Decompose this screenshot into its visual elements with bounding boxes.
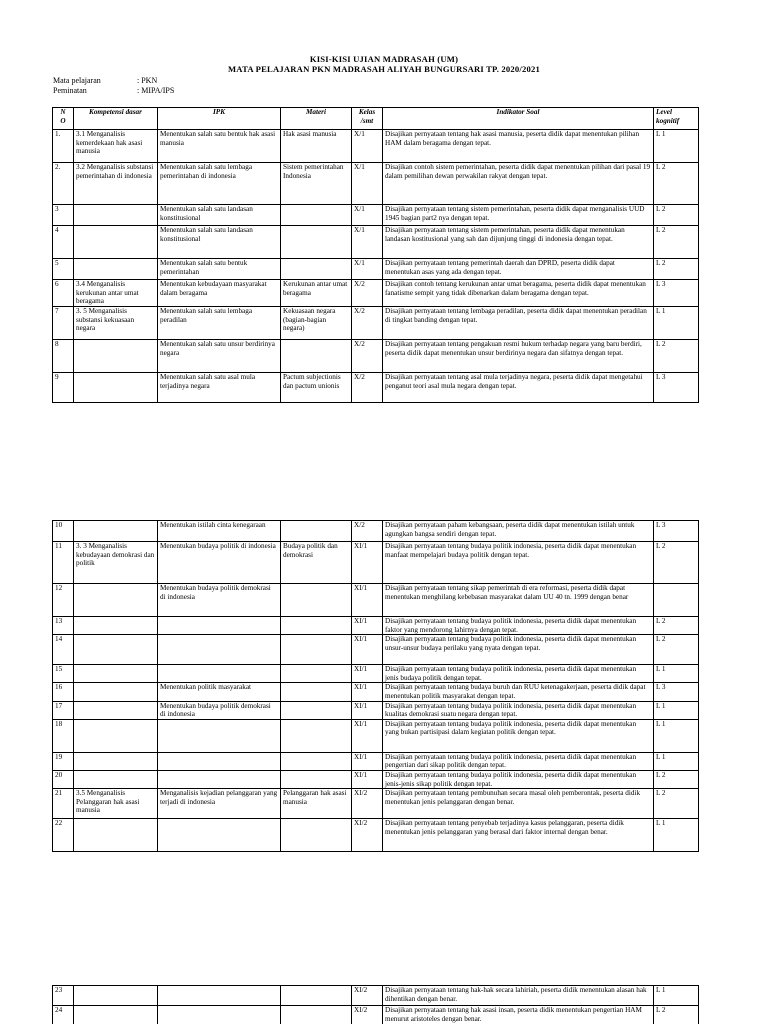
table-row	[53, 683, 699, 701]
cell-ipk: Menganalisis kejadian pelanggaran yang terjadi di indonesia	[158, 789, 281, 819]
table-row	[53, 163, 699, 205]
cell-level: L 1	[654, 701, 699, 719]
cell-kelas: XI/1	[352, 635, 383, 665]
cell-kelas: XI/1	[352, 665, 383, 683]
cell-no: 6	[53, 280, 74, 307]
cell-kelas: X/2	[352, 307, 383, 340]
cell-level: L 1	[654, 719, 699, 752]
cell-ipk	[158, 635, 281, 665]
cell-ipk: Menentukan istilah cinta kenegaraan	[158, 521, 281, 542]
cell-kompetensi-dasar	[74, 259, 158, 280]
table-row	[53, 130, 699, 163]
cell-materi	[281, 584, 352, 617]
header-ipk: IPK	[158, 108, 281, 130]
cell-no: 3	[53, 205, 74, 226]
table-row	[53, 521, 699, 542]
cell-materi	[281, 719, 352, 752]
header-materi: Materi	[281, 108, 352, 130]
cell-kompetensi-dasar: 3. 5 Menganalisis substansi kekuasaan negara	[74, 307, 158, 340]
cell-kompetensi-dasar	[74, 1006, 158, 1024]
cell-level: L 1	[654, 307, 699, 340]
cell-kompetensi-dasar	[74, 683, 158, 701]
cell-kompetensi-dasar	[74, 701, 158, 719]
cell-kompetensi-dasar: 3.4 Menganalisis kerukunan antar umat beragama	[74, 280, 158, 307]
cell-level	[654, 584, 699, 617]
cell-level: L 2	[654, 635, 699, 665]
cell-kelas: X/1	[352, 163, 383, 205]
cell-kelas: XI/2	[352, 986, 383, 1006]
cell-no: 4	[53, 226, 74, 259]
table-row	[53, 701, 699, 719]
cell-indikator: Disajikan pernyataan tentang sistem pemerintahan, peserta didik dapat menganalisis UUD 1945 bagian part2 nya dengan tepat.	[383, 205, 654, 226]
cell-ipk	[158, 819, 281, 852]
cell-level: L 2	[654, 226, 699, 259]
cell-kompetensi-dasar	[74, 719, 158, 752]
cell-kelas: XI/2	[352, 819, 383, 852]
cell-indikator: Disajikan pernyataan tentang budaya politik indonesia, peserta didik dapat menentukan pengertian dari sikap politik dengan tepat.	[383, 752, 654, 770]
cell-level: L 2	[654, 617, 699, 635]
cell-level: L 2	[654, 340, 699, 373]
cell-ipk: Menentukan salah satu bentuk hak asasi manusia	[158, 130, 281, 163]
table-row	[53, 259, 699, 280]
header-no: N O	[53, 108, 74, 130]
cell-kompetensi-dasar	[74, 617, 158, 635]
header-kelas: Kelas /smt	[352, 108, 383, 130]
cell-kompetensi-dasar	[74, 373, 158, 403]
cell-indikator: Disajikan pernyataan tentang sikap pemerintah di era reformasi, peserta didik dapat menentukan menghilang kebebasan masyarakat dalam UU 40 tn. 1999 dengan benar	[383, 584, 654, 617]
cell-indikator: Disajikan contoh tentang kerukunan antar umat beragama, peserta didik dapat menentukan fanatisme sempit yang tidak dibenarkan dalam beragama dengan tepat.	[383, 280, 654, 307]
cell-indikator: Disajikan pernyataan tentang budaya politik indonesia, peserta didik dapat menentukan yang bukan partisipasi dalam kegiatan politik dengan tepat.	[383, 719, 654, 752]
table-row	[53, 373, 699, 403]
cell-ipk: Menentukan salah satu landasan konstitusional	[158, 205, 281, 226]
cell-kelas: X/2	[352, 373, 383, 403]
cell-ipk	[158, 1006, 281, 1024]
cell-indikator: Disajikan pernyataan tentang pembunuhan secara masal oleh pemberontak, peserta didik menentukan jenis pelanggaran dengan benar.	[383, 789, 654, 819]
table-row	[53, 340, 699, 373]
table-row	[53, 280, 699, 307]
cell-ipk	[158, 770, 281, 788]
cell-no: 19	[53, 752, 74, 770]
cell-level: L 2	[654, 1006, 699, 1024]
cell-materi: Sistem pemerintahan Indonesia	[281, 163, 352, 205]
cell-no: 21	[53, 789, 74, 819]
cell-kompetensi-dasar	[74, 770, 158, 788]
cell-kompetensi-dasar	[74, 226, 158, 259]
cell-ipk: Menentukan kebudayaan masyarakat dalam beragama	[158, 280, 281, 307]
cell-indikator: Disajikan pernyataan tentang hak asasi manusia, peserta didik dapat menentukan pilihan HAM dalam beragama dengan tepat.	[383, 130, 654, 163]
table-row	[53, 770, 699, 788]
cell-level: L 3	[654, 280, 699, 307]
cell-ipk: Menentukan budaya politik demokrasi di indonesia	[158, 701, 281, 719]
cell-ipk	[158, 986, 281, 1006]
cell-kelas: X/1	[352, 205, 383, 226]
cell-materi	[281, 340, 352, 373]
cell-materi	[281, 226, 352, 259]
cell-indikator: Disajikan pernyataan tentang budaya politik indonesia, peserta didik dapat menentukan kualitas demokrasi suatu negara dengan tepat.	[383, 701, 654, 719]
cell-no: 9	[53, 373, 74, 403]
cell-no: 14	[53, 635, 74, 665]
header-kompetensi-dasar: Kompetensi dasar	[74, 108, 158, 130]
cell-kelas: XI/1	[352, 701, 383, 719]
cell-indikator: Disajikan pernyataan tentang budaya politik indonesia, peserta didik dapat menentukan jenis budaya politik dengan tepat.	[383, 665, 654, 683]
header-level: Level kognitif	[654, 108, 699, 130]
meta-value: : MIPA/IPS	[137, 86, 175, 95]
cell-materi: Budaya politik dan demokrasi	[281, 542, 352, 584]
cell-level: L 2	[654, 789, 699, 819]
cell-level: L 2	[654, 163, 699, 205]
cell-indikator: Disajikan pernyataan tentang budaya politik indonesia, peserta didik dapat menentukan unsur-unsur budaya perilaku yang nyata dengan tepat.	[383, 635, 654, 665]
meta-label: Mata pelajaran	[53, 76, 101, 85]
cell-no: 15	[53, 665, 74, 683]
cell-materi	[281, 819, 352, 852]
cell-materi: Pactum subjectionis dan pactum unionis	[281, 373, 352, 403]
cell-materi	[281, 752, 352, 770]
cell-ipk: Menentukan budaya politik demokrasi di indonesia	[158, 584, 281, 617]
table-row	[53, 226, 699, 259]
cell-ipk	[158, 665, 281, 683]
cell-materi	[281, 1006, 352, 1024]
cell-ipk: Menentukan salah satu bentuk pemerintahan	[158, 259, 281, 280]
cell-kompetensi-dasar	[74, 584, 158, 617]
cell-ipk	[158, 617, 281, 635]
cell-level: L 1	[654, 752, 699, 770]
cell-kompetensi-dasar: 3.1 Menganalisis kemerdekaan hak asasi manusia	[74, 130, 158, 163]
cell-materi	[281, 683, 352, 701]
table-row	[53, 617, 699, 635]
cell-no: 17	[53, 701, 74, 719]
table-row	[53, 205, 699, 226]
table-row	[53, 752, 699, 770]
cell-kompetensi-dasar	[74, 986, 158, 1006]
meta-subject	[53, 76, 157, 85]
cell-indikator: Disajikan pernyataan tentang budaya buruh dan RUU ketenagakerjaan, peserta didik dapat menentukan politik masyarakat dengan tepat.	[383, 683, 654, 701]
cell-level: L 1	[654, 130, 699, 163]
cell-ipk: Menentukan salah satu landasan konstitusional	[158, 226, 281, 259]
grid-table-1	[52, 107, 699, 403]
table-row	[53, 719, 699, 752]
cell-materi	[281, 701, 352, 719]
table-row	[53, 1006, 699, 1024]
cell-ipk	[158, 752, 281, 770]
cell-level: L 3	[654, 521, 699, 542]
cell-ipk: Menentukan salah satu unsur berdirinya negara	[158, 340, 281, 373]
table-row	[53, 665, 699, 683]
cell-kelas: XI/1	[352, 584, 383, 617]
cell-level: L 1	[654, 665, 699, 683]
table-row	[53, 789, 699, 819]
cell-kompetensi-dasar	[74, 665, 158, 683]
table-row	[53, 986, 699, 1006]
cell-materi	[281, 521, 352, 542]
cell-kelas: XI/1	[352, 770, 383, 788]
cell-indikator: Disajikan pernyataan tentang asal mula terjadinya negara, peserta didik dapat mengetahui penganut teori asal mula negara dengan tepat.	[383, 373, 654, 403]
document-subtitle: MATA PELAJARAN PKN MADRASAH ALIYAH BUNGURSARI TP. 2020/2021	[228, 64, 540, 74]
cell-materi	[281, 986, 352, 1006]
cell-indikator: Disajikan pernyataan paham kebangsaan, peserta didik dapat menentukan istilah untuk agungkan bangsa sendiri dengan tepat.	[383, 521, 654, 542]
table-row	[53, 307, 699, 340]
cell-no: 11	[53, 542, 74, 584]
cell-kompetensi-dasar	[74, 752, 158, 770]
table-row	[53, 819, 699, 852]
cell-no: 2.	[53, 163, 74, 205]
cell-no: 24	[53, 1006, 74, 1024]
cell-no: 18	[53, 719, 74, 752]
cell-indikator: Disajikan pernyataan tentang hak-hak secara lahiriah, peserta didik menentukan alasan hak dihentikan dengan benar.	[383, 986, 654, 1006]
header-indikator: Indikator Soal	[383, 108, 654, 130]
cell-level: L 2	[654, 205, 699, 226]
cell-no: 7	[53, 307, 74, 340]
meta-label: Peminatan	[53, 86, 87, 95]
cell-materi	[281, 205, 352, 226]
cell-ipk	[158, 719, 281, 752]
cell-materi	[281, 617, 352, 635]
cell-level: L 1	[654, 986, 699, 1006]
cell-ipk: Menentukan salah satu lembaga peradilan	[158, 307, 281, 340]
table-row	[53, 584, 699, 617]
cell-indikator: Disajikan pernyataan tentang hak asasi insan, peserta didik menentukan pengertian HAM menurut aristoteles dengan benar.	[383, 1006, 654, 1024]
cell-level: L 3	[654, 373, 699, 403]
cell-no: 23	[53, 986, 74, 1006]
cell-kompetensi-dasar: 3.2 Menganalisis substansi pemerintahan di indonesia	[74, 163, 158, 205]
cell-kelas: X/1	[352, 226, 383, 259]
cell-no: 20	[53, 770, 74, 788]
cell-materi	[281, 665, 352, 683]
cell-level: L 3	[654, 683, 699, 701]
meta-specialization	[53, 86, 174, 95]
grid-table-3	[52, 985, 699, 1024]
cell-materi: Pelanggaran hak asasi manusia	[281, 789, 352, 819]
cell-indikator: Disajikan pernyataan tentang pengakuan resmi hukum terhadap negara yang baru berdiri, peserta didik dapat menentukan unsur berdirinya negara dan sifatnya dengan tepat.	[383, 340, 654, 373]
cell-materi: Hak asasi manusia	[281, 130, 352, 163]
cell-kelas: X/2	[352, 521, 383, 542]
cell-materi	[281, 770, 352, 788]
cell-kompetensi-dasar: 3.5 Menganalisis Pelanggaran hak asasi manusia	[74, 789, 158, 819]
meta-value: : PKN	[137, 76, 158, 85]
cell-kompetensi-dasar	[74, 635, 158, 665]
cell-no: 8	[53, 340, 74, 373]
cell-ipk: Menentukan budaya politik di indonesia	[158, 542, 281, 584]
grid-table-2	[52, 520, 699, 852]
cell-no: 22	[53, 819, 74, 852]
cell-kelas: XI/1	[352, 542, 383, 584]
cell-kelas: X/1	[352, 259, 383, 280]
cell-indikator: Disajikan pernyataan tentang sistem pemerintahan, peserta didik dapat menentukan landasan kostitusional yang sah dan dijunjung tinggi di indonesia dengan tepat.	[383, 226, 654, 259]
cell-materi	[281, 259, 352, 280]
cell-kelas: XI/1	[352, 752, 383, 770]
table-header-row	[53, 108, 699, 130]
cell-kelas: X/1	[352, 130, 383, 163]
cell-kompetensi-dasar	[74, 521, 158, 542]
cell-no: 10	[53, 521, 74, 542]
cell-kelas: XI/2	[352, 1006, 383, 1024]
cell-kelas: XI/1	[352, 683, 383, 701]
cell-indikator: Disajikan pernyataan tentang penyebab terjadinya kasus pelanggaran, peserta didik menentukan jenis pelanggaran yang berasal dari faktor internal dengan benar.	[383, 819, 654, 852]
cell-ipk: Menentukan salah satu asal mula terjadinya negara	[158, 373, 281, 403]
cell-materi: Kekuasaan negara (bagian-bagian negara)	[281, 307, 352, 340]
cell-no: 12	[53, 584, 74, 617]
cell-indikator: Disajikan pernyataan tentang budaya politik indonesia, peserta didik dapat menentukan manfaat mempelajari budaya politik dengan tepat.	[383, 542, 654, 584]
table-row	[53, 542, 699, 584]
cell-kelas: X/2	[352, 340, 383, 373]
cell-no: 13	[53, 617, 74, 635]
cell-kelas: XI/1	[352, 719, 383, 752]
cell-level: L 2	[654, 259, 699, 280]
cell-indikator: Disajikan pernyataan tentang budaya politik indonesia, peserta didik dapat menentukan faktor yang mendorong lahirnya dengan tepat.	[383, 617, 654, 635]
cell-level: L 1	[654, 819, 699, 852]
cell-kompetensi-dasar	[74, 205, 158, 226]
cell-indikator: Disajikan pernyataan tentang lembaga peradilan, peserta didik dapat menentukan peradilan di tingkat banding dengan tepat.	[383, 307, 654, 340]
cell-ipk: Menentukan salah satu lembaga pemerintahan di indonesia	[158, 163, 281, 205]
cell-ipk: Menentukan politik masyarakat	[158, 683, 281, 701]
cell-indikator: Disajikan pernyataan tentang pemerintah daerah dan DPRD, peserta didik dapat menentukan asas yang ada dengan tepat.	[383, 259, 654, 280]
cell-kompetensi-dasar	[74, 819, 158, 852]
cell-kelas: X/2	[352, 280, 383, 307]
cell-indikator: Disajikan pernyataan tentang budaya politik indonesia, peserta didik dapat menentukan jenis-jenis sikap politik dengan tepat.	[383, 770, 654, 788]
cell-level: L 2	[654, 542, 699, 584]
document-title: KISI-KISI UJIAN MADRASAH (UM)	[309, 54, 459, 64]
cell-no: 16	[53, 683, 74, 701]
cell-materi: Kerukunan antar umat beragama	[281, 280, 352, 307]
cell-no: 1.	[53, 130, 74, 163]
table-row	[53, 635, 699, 665]
cell-no: 5	[53, 259, 74, 280]
cell-kompetensi-dasar	[74, 340, 158, 373]
cell-level: L 2	[654, 770, 699, 788]
cell-materi	[281, 635, 352, 665]
cell-indikator: Disajikan contoh sistem pemerintahan, peserta didik dapat menentukan pilihan dari pasal 19 dalam pemilihan dewan perwakilan rakyat dengan tepat.	[383, 163, 654, 205]
cell-kompetensi-dasar: 3. 3 Menganalisis kebudayaan demokrasi dan politik	[74, 542, 158, 584]
cell-kelas: XI/1	[352, 617, 383, 635]
cell-kelas: XI/2	[352, 789, 383, 819]
